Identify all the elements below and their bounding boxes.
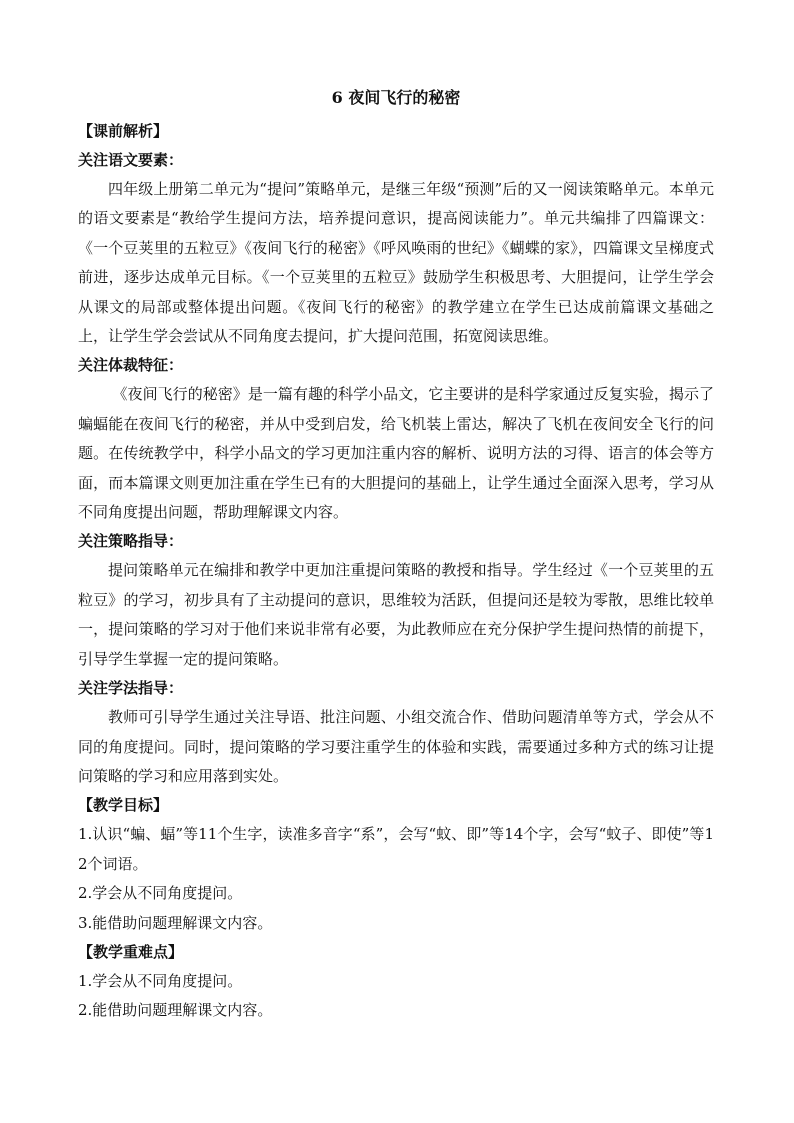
pre-analysis-heading: 【课前解析】 <box>78 122 169 140</box>
key-points-heading: 【教学重难点】 <box>78 942 184 961</box>
key-point-item: 2.能借助问题理解课文内容。 <box>78 1001 273 1020</box>
genre-features-text: 《夜间飞行的秘密》是一篇有趣的科学小品文，它主要讲的是科学家通过反复实验，揭示了蝙蝠能在夜间飞行的秘密，并从中受到启发，给飞机装上雷达，解决了飞机在夜间安全飞行的问题。在传统教学中，科学小品文的学习更加注重内容的解析、说明方法的习得、语言的体会等方面，而本篇课文则更加注重在学生已有的大胆提问的基础上，让学生通过全面深入思考，学习从不同角度提出问题，帮助理解课文内容。 <box>78 385 714 522</box>
teaching-goals-section <box>78 791 714 938</box>
learning-guidance-heading: 关注学法指导： <box>78 679 184 698</box>
language-elements-text: 四年级上册第二单元为“提问”策略单元，是继三年级“预测”后的又一阅读策略单元。本单元的语文要素是“教给学生提问方法，培养提问意识，提高阅读能力”。单元共编排了四篇课文：《一个豆荚里的五粒豆》《夜间飞行的秘密》《呼风唤雨的世纪》《蝴蝶的家》，四篇课文呈梯度式前进，逐步达成单元目标。《一个豆荚里的五粒豆》鼓励学生积极思考、大胆提问，让学生学会从课文的局部或整体提出问题。《夜间飞行的秘密》的教学建立在学生已达成前篇课文基础之上，让学生学会尝试从不同角度去提问，扩大提问范围，拓宽阅读思维。 <box>78 180 714 346</box>
page-title: 6 夜间飞行的秘密 <box>331 88 461 107</box>
pre-analysis-section <box>78 117 714 791</box>
key-points-section <box>78 938 714 1026</box>
learning-guidance-text: 教师可引导学生通过关注导语、批注问题、小组交流合作、借助问题清单等方式，学会从不同的角度提问。同时，提问策略的学习要注重学生的体验和实践，需要通过多种方式的练习让提问策略的学习和应用落到实处。 <box>78 708 714 785</box>
goal-item: 1.认识“蝙、蝠”等11个生字，读准多音字“系”，会写“蚊、即”等14个字，会写“蚊子、即使”等12个词语。 <box>78 825 714 873</box>
strategy-guidance-text: 提问策略单元在编排和教学中更加注重提问策略的教授和指导。学生经过《一个豆荚里的五粒豆》的学习，初步具有了主动提问的意识，思维较为活跃，但提问还是较为零散，思维比较单一，提问策略的学习对于他们来说非常有必要，为此教师应在充分保护学生提问热情的前提下，引导学生掌握一定的提问策略。 <box>78 561 714 668</box>
goal-item: 2.学会从不同角度提问。 <box>78 884 243 903</box>
goal-item: 3.能借助问题理解课文内容。 <box>78 913 273 932</box>
genre-features-heading: 关注体裁特征： <box>78 356 184 375</box>
teaching-goals-heading: 【教学目标】 <box>78 796 169 815</box>
key-point-item: 1.学会从不同角度提问。 <box>78 971 243 990</box>
language-elements-heading: 关注语文要素： <box>78 151 184 169</box>
strategy-guidance-heading: 关注策略指导： <box>78 532 184 551</box>
